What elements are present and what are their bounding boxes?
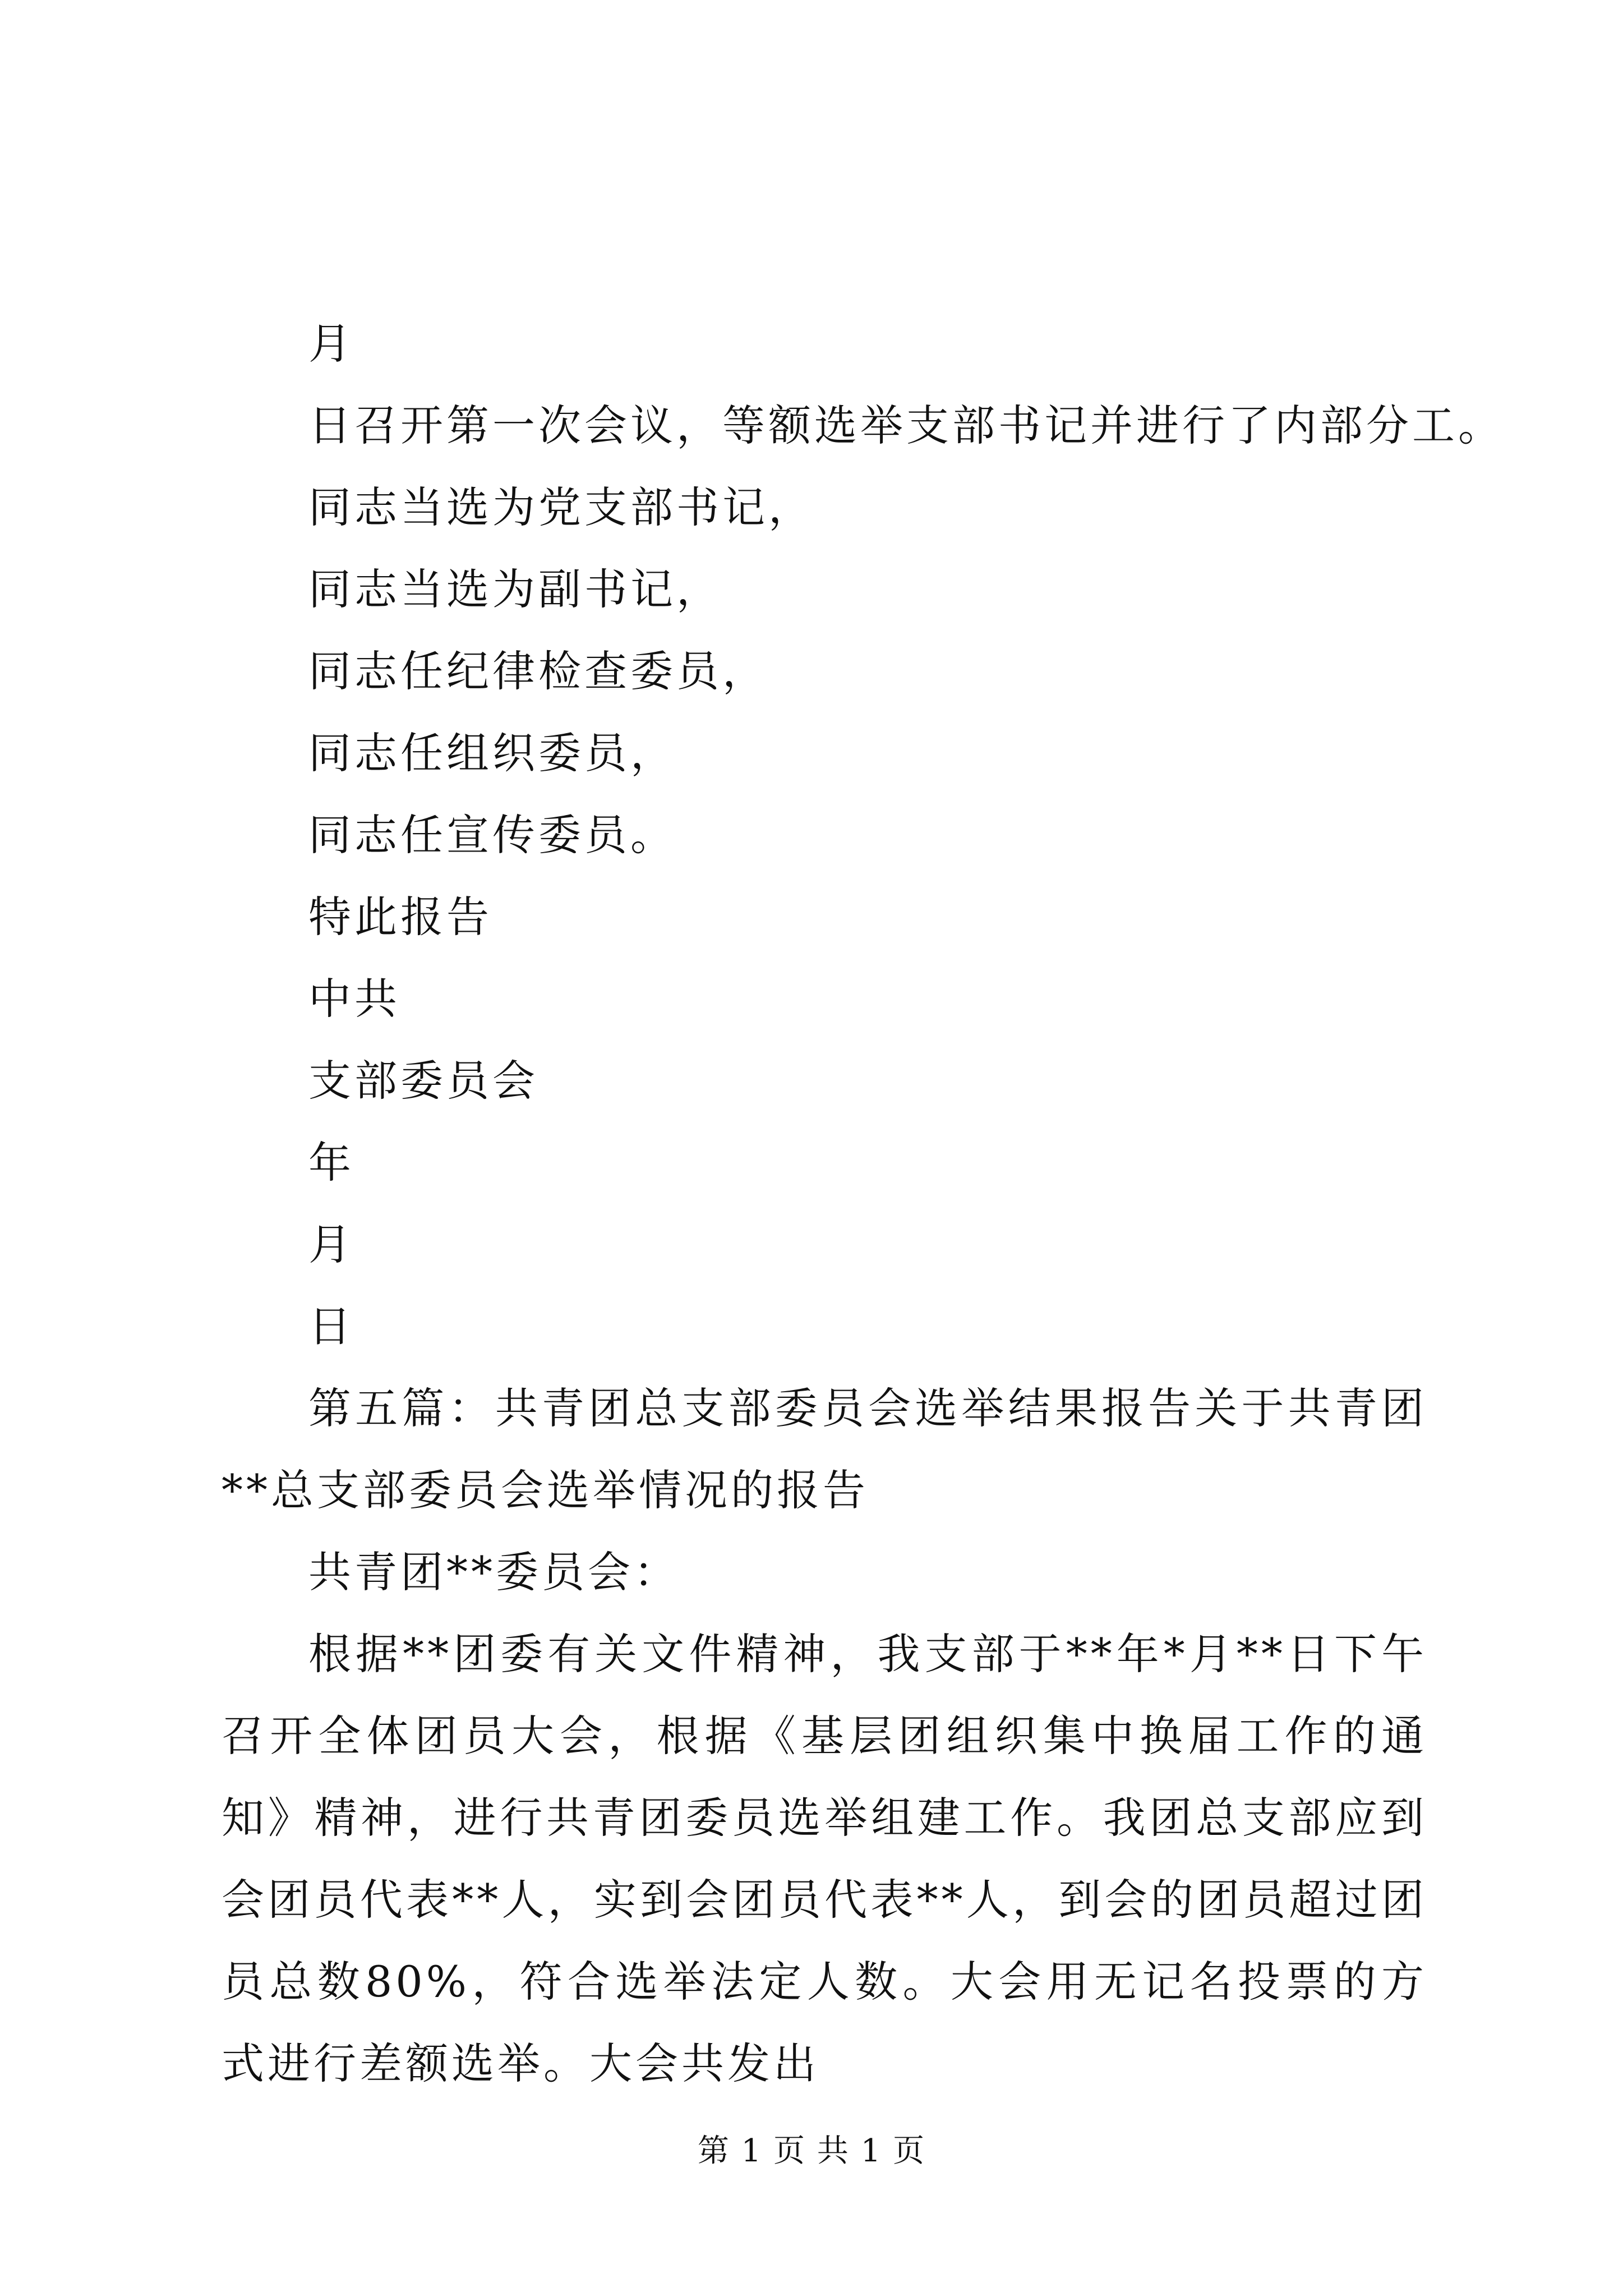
text-line: 支部委员会 <box>308 1056 538 1106</box>
document-body <box>222 303 1504 2105</box>
text-line: 日 <box>308 1301 354 1351</box>
salutation: 共青团**委员会： <box>308 1547 680 1597</box>
text-line: 同志当选为副书记， <box>308 564 722 614</box>
text-line: 年 <box>308 1138 354 1188</box>
page-footer: 第 1 页 共 1 页 <box>697 2133 926 2169</box>
text-line: 特此报告 <box>308 892 492 942</box>
text-line: 同志任纪律检查委员， <box>308 646 768 696</box>
text-line: 中共 <box>308 974 400 1024</box>
body-paragraph: 根据**团委有关文件精神，我支部于**年*月**日下午召开全体团员大会，根据《基层团组织集中换届工作的通知》精神，进行共青团委员选举组建工作。我团总支部应到会团员代表**人，实到会团员代表**人，到会的团员超过团员总数80%，符合选举法定人数。大会用无记名投票的方式进行差额选举。大会共发出 <box>222 1629 1427 2088</box>
text-line: 月 <box>308 319 354 369</box>
text-line: 同志任组织委员， <box>308 728 676 778</box>
section-title: 第五篇：共青团总支部委员会选举结果报告关于共青团**总支部委员会选举情况的报告 <box>222 1383 1427 1515</box>
text-line: 月 <box>308 1220 354 1269</box>
text-line: 日召开第一次会议，等额选举支部书记并进行了内部分工。 <box>308 401 1504 450</box>
text-line: 同志任宣传委员。 <box>308 810 676 860</box>
text-line: 同志当选为党支部书记， <box>308 482 814 532</box>
